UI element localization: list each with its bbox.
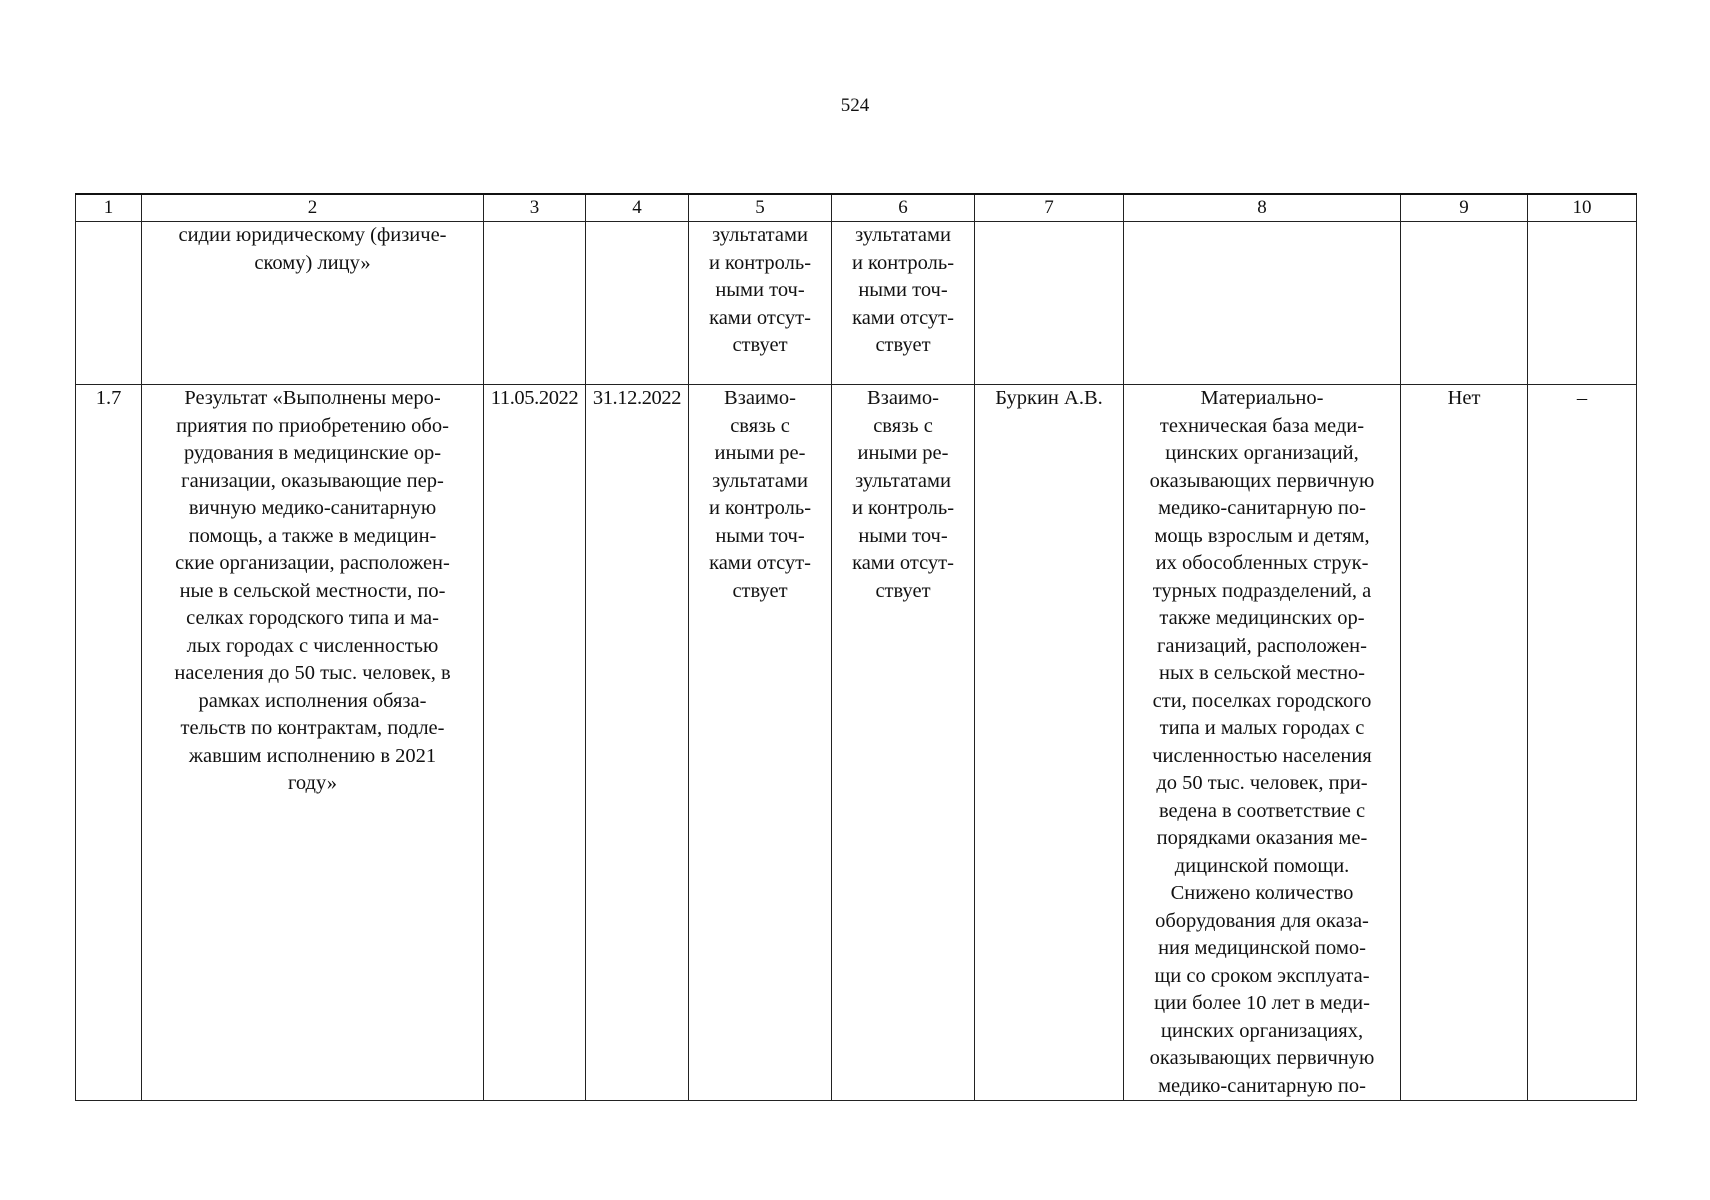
cell-text-line: лых городах с численностью — [186, 634, 439, 657]
end-date-cell: 31.12.2022 — [586, 385, 689, 1101]
cell-text-line: до 50 тыс. человек, при- — [1156, 772, 1368, 794]
column-header: 6 — [832, 194, 975, 222]
cell-text-line: цинских организациях, — [1160, 1019, 1364, 1042]
cell-text-line: иными ре- — [857, 442, 949, 464]
cell-text-line: скому) лицу» — [254, 251, 371, 274]
cell-text-line: и контроль- — [851, 251, 955, 274]
cell-text-line: ции более 10 лет в меди- — [1154, 992, 1370, 1014]
column-header: 2 — [142, 194, 484, 222]
cell-text-line: Материально- — [1200, 387, 1324, 409]
cell-text-line: оказывающих первичную — [1149, 469, 1375, 492]
cell-text-line: ками отсут- — [852, 306, 954, 329]
cell-text-line: медико-санитарную по- — [1158, 1074, 1366, 1097]
cell-text-line: ния медицинской помо- — [1158, 937, 1366, 959]
table-cell — [586, 222, 689, 385]
cell-text-line: техническая база меди- — [1159, 414, 1365, 437]
column-header: 8 — [1124, 194, 1401, 222]
cell-text-line: ными точ- — [715, 524, 805, 547]
cell-text-line: щи со сроком эксплуата- — [1154, 964, 1370, 987]
column-header: 5 — [689, 194, 832, 222]
cell-text-line: и контроль- — [708, 251, 812, 274]
cell-text-line: также медицинских ор- — [1159, 607, 1365, 629]
result-description-cell — [142, 385, 484, 1101]
cell-text-line: зультатами — [855, 469, 951, 492]
cell-text-line: приятия по приобретению обо- — [176, 414, 449, 437]
cell-text-line: Взаимо- — [724, 387, 796, 409]
cell-text-line: порядками оказания ме- — [1156, 827, 1368, 849]
column-header: 4 — [586, 194, 689, 222]
cell-text-line: ствует — [732, 334, 788, 356]
cell-text-line: сидии юридическому (физиче- — [178, 224, 447, 246]
cell-text-line: и контроль- — [708, 497, 812, 519]
table-cell — [142, 222, 484, 385]
cell-text-line: Снижено количество — [1170, 882, 1354, 904]
table-cell — [1401, 222, 1528, 385]
cell-text-line: ными точ- — [858, 279, 948, 301]
table-cell — [975, 222, 1124, 385]
cell-text-line: их обособленных струк- — [1155, 552, 1369, 574]
row-number-cell: 1.7 — [76, 385, 142, 1101]
flag-cell: Нет — [1401, 385, 1528, 1101]
table-row — [76, 385, 1637, 1101]
relationship-cell — [689, 385, 832, 1101]
cell-text-line: ствует — [875, 334, 931, 356]
column-number-header-row — [76, 194, 1637, 222]
responsible-person-cell: Буркин А.В. — [975, 385, 1124, 1101]
cell-text-line: мощь взрослым и детям, — [1154, 524, 1370, 547]
cell-text-line: иными ре- — [714, 442, 806, 464]
cell-text-line: оборудования для оказа- — [1155, 909, 1369, 932]
table-cell — [832, 222, 975, 385]
cell-text-line: году» — [288, 772, 337, 794]
dash-cell: – — [1528, 385, 1637, 1101]
cell-text-line: ведена в соответствие с — [1158, 799, 1366, 822]
column-header: 7 — [975, 194, 1124, 222]
cell-text-line: Взаимо- — [867, 387, 939, 409]
page-number: 524 — [840, 95, 870, 116]
cell-text-line: ных в сельской местно- — [1158, 662, 1365, 684]
cell-text-line: ными точ- — [858, 524, 948, 547]
table-row-continuation — [76, 222, 1637, 385]
cell-text-line: ствует — [875, 579, 931, 602]
table-cell — [1528, 222, 1637, 385]
cell-text-line: жавшим исполнению в 2021 — [188, 744, 437, 767]
cell-text-line: зультатами — [855, 224, 951, 246]
cell-text-line: сти, поселках городского — [1152, 689, 1372, 712]
column-header: 3 — [484, 194, 586, 222]
cell-text-line: зультатами — [712, 224, 808, 246]
cell-text-line: и контроль- — [851, 497, 955, 519]
cell-text-line: помощь, а также в медицин- — [188, 524, 437, 547]
cell-text-line: рудования в медицинские ор- — [183, 442, 442, 464]
cell-text-line: связь с — [873, 414, 933, 437]
table-cell — [689, 222, 832, 385]
cell-text-line: связь с — [730, 414, 790, 437]
table-cell — [484, 222, 586, 385]
column-header: 9 — [1401, 194, 1528, 222]
start-date-cell: 11.05.2022 — [484, 385, 586, 1101]
cell-text-line: дицинской помощи. — [1174, 854, 1350, 877]
cell-text-line: цинских организаций, — [1165, 442, 1359, 464]
cell-text-line: ками отсут- — [709, 552, 811, 574]
cell-text-line: вичную медико-санитарную — [188, 497, 437, 519]
document-table — [75, 193, 1637, 1101]
cell-text-line: ками отсут- — [852, 552, 954, 574]
table-cell — [1124, 222, 1401, 385]
cell-text-line: оказывающих первичную — [1149, 1047, 1375, 1069]
cell-text-line: ствует — [732, 579, 788, 602]
cell-text-line: типа и малых городах с — [1159, 717, 1365, 739]
column-header: 10 — [1528, 194, 1637, 222]
cell-text-line: медико-санитарную по- — [1158, 497, 1366, 519]
cell-text-line: населения до 50 тыс. человек, в — [174, 662, 451, 684]
cell-text-line: селках городского типа и ма- — [186, 607, 439, 629]
table-cell — [76, 222, 142, 385]
cell-text-line: ными точ- — [715, 279, 805, 301]
result-effect-cell — [1124, 385, 1401, 1101]
column-header: 1 — [76, 194, 142, 222]
cell-text-line: численностью населения — [1152, 744, 1372, 767]
cell-text-line: ские организации, расположен- — [175, 552, 450, 574]
cell-text-line: зультатами — [712, 469, 808, 492]
cell-text-line: тельств по контрактам, подле- — [180, 717, 445, 739]
cell-text-line: турных подразделений, а — [1152, 579, 1372, 602]
relationship-cell — [832, 385, 975, 1101]
cell-text-line: Результат «Выполнены меро- — [184, 387, 441, 409]
cell-text-line: ганизации, оказывающие пер- — [181, 469, 444, 492]
cell-text-line: рамках исполнения обяза- — [198, 689, 427, 712]
cell-text-line: ганизаций, расположен- — [1157, 634, 1367, 657]
cell-text-line: ные в сельской местности, по- — [179, 579, 446, 602]
cell-text-line: ками отсут- — [709, 306, 811, 329]
